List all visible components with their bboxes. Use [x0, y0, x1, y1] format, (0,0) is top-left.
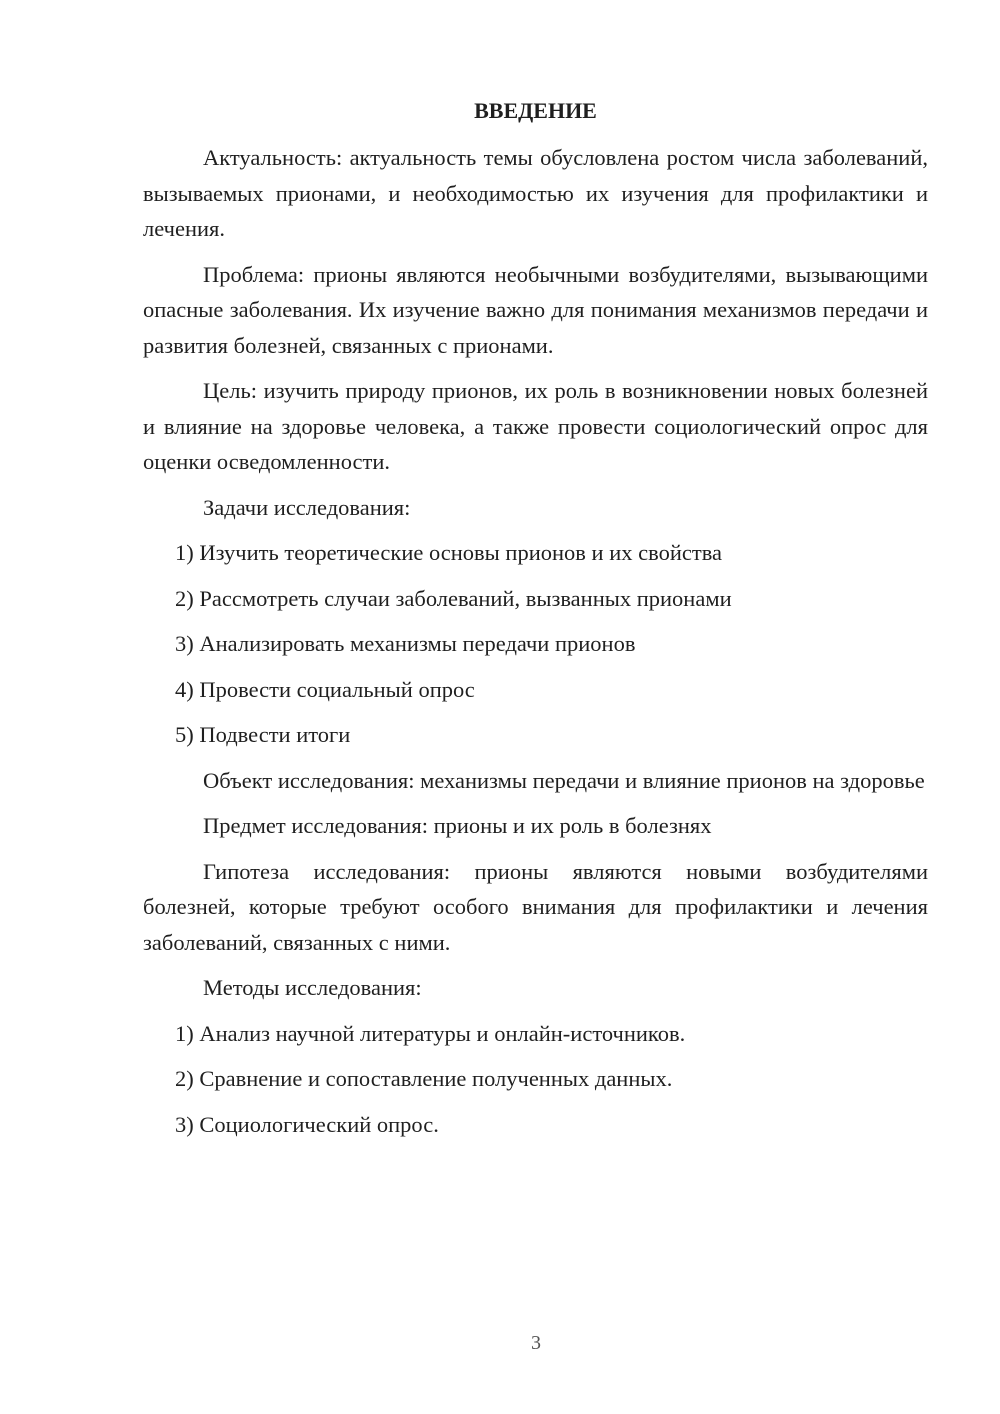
tasks-heading: Задачи исследования: — [203, 494, 411, 520]
method-item: 3) Социологический опрос. — [175, 1111, 439, 1137]
task-item: 3) Анализировать механизмы передачи прионов — [175, 631, 636, 656]
goal-paragraph: Цель: изучить природу прионов, их роль в возникновении новых болезней и влияние на здоровье человека, а также провести социологический опрос для оценки осведомленности. — [143, 378, 928, 474]
hypothesis-paragraph: Гипотеза исследования: прионы являются новыми возбудителями болезней, которые требуют особого внимания для профилактики и лечения заболеваний, связанных с ними. — [143, 858, 928, 955]
page-number: 3 — [531, 1332, 541, 1354]
methods-heading: Методы исследования: — [203, 975, 422, 1000]
page-title: ВВЕДЕНИЕ — [474, 98, 597, 123]
document-page — [143, 93, 928, 1152]
method-item: 2) Сравнение и сопоставление полученных данных. — [175, 1066, 673, 1091]
object-paragraph: Объект исследования: механизмы передачи и влияние прионов на здоровье — [203, 767, 925, 793]
task-item: 5) Подвести итоги — [175, 722, 351, 747]
task-item: 2) Рассмотреть случаи заболеваний, вызванных прионами — [175, 585, 732, 611]
problem-paragraph: Проблема: прионы являются необычными возбудителями, вызывающими опасные заболевания. Их изучение важно для понимания механизмов передачи и развития болезней, связанных с прионами. — [143, 261, 928, 358]
task-item: 4) Провести социальный опрос — [175, 676, 475, 702]
tasks-list — [143, 535, 928, 753]
subject-paragraph: Предмет исследования: прионы и их роль в болезнях — [203, 813, 712, 838]
methods-list — [143, 1016, 928, 1143]
method-item: 1) Анализ научной литературы и онлайн-источников. — [175, 1020, 686, 1046]
task-item: 1) Изучить теоретические основы прионов и их свойства — [175, 540, 723, 565]
relevance-paragraph: Актуальность: актуальность темы обусловлена ростом числа заболеваний, вызываемых прионами, и необходимостью их изучения для профилактики и лечения. — [143, 145, 928, 241]
